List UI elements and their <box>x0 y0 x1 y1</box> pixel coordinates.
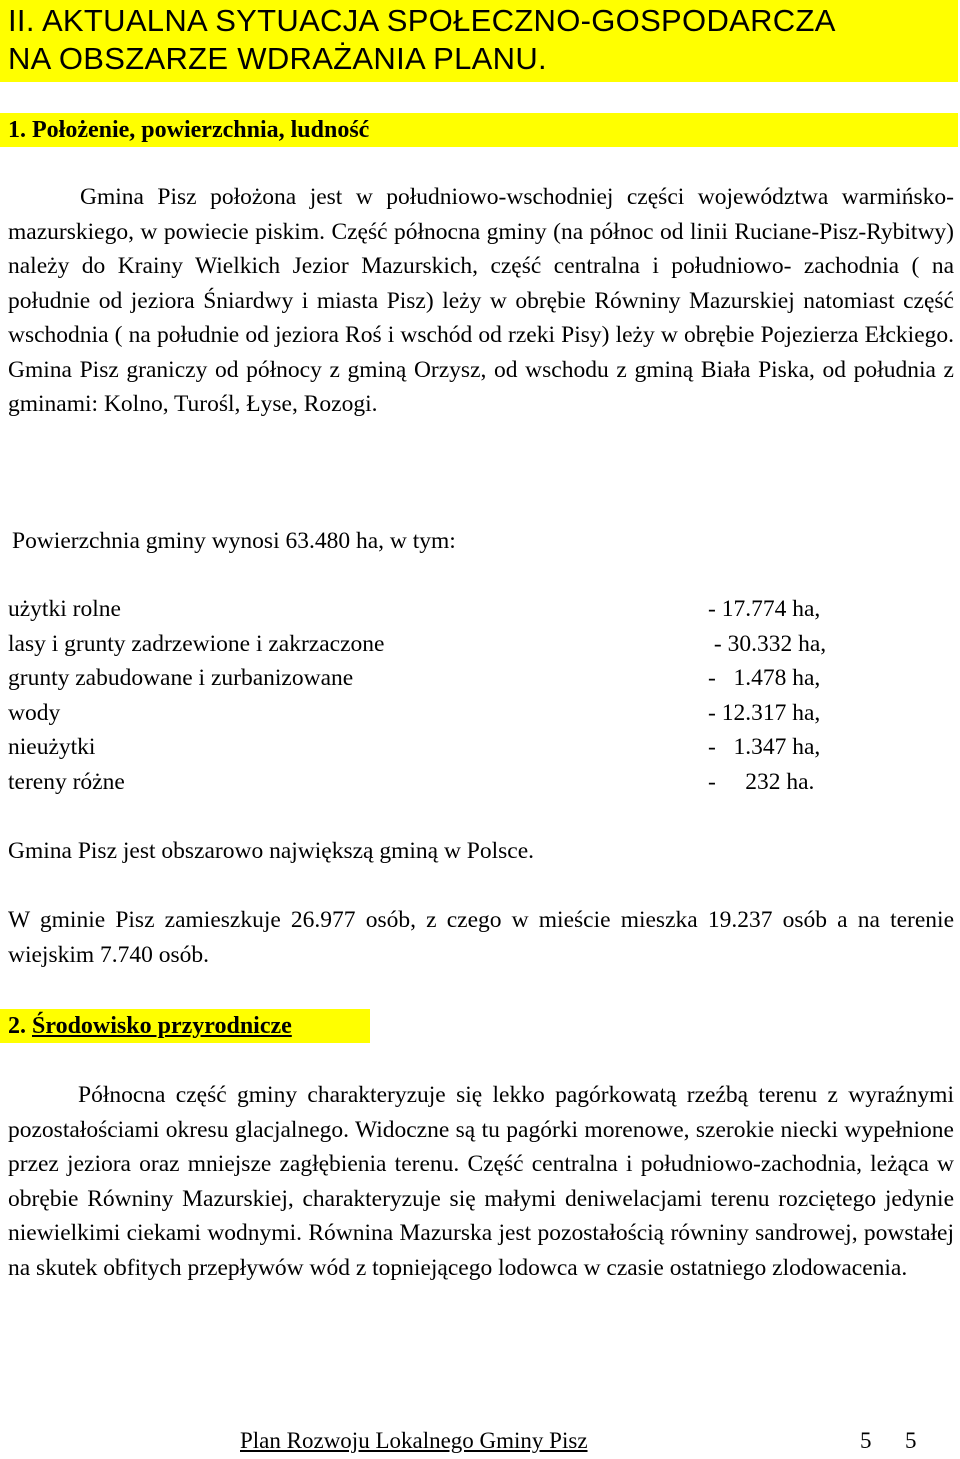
land-use-value: - 232 ha. <box>708 768 815 795</box>
land-use-row <box>8 627 908 662</box>
land-use-value: - 12.317 ha, <box>708 699 821 726</box>
land-use-list <box>8 592 908 799</box>
area-intro: Powierzchnia gminy wynosi 63.480 ha, w tym: <box>12 528 456 554</box>
environment-paragraph <box>8 1078 954 1285</box>
footer-title: Plan Rozwoju Lokalnego Gminy Pisz <box>240 1428 588 1453</box>
section-2-heading <box>0 1009 370 1043</box>
footer-page-number: 5 <box>860 1428 872 1453</box>
section-2-title: Środowisko przyrodnicze <box>32 1013 292 1039</box>
chapter-heading-line-1: II. AKTUALNA SYTUACJA SPOŁECZNO-GOSPODARCZA <box>8 3 836 38</box>
land-use-value: - 1.347 ha, <box>708 734 821 760</box>
land-use-label: użytki rolne <box>8 596 121 622</box>
land-use-row <box>8 730 908 765</box>
largest-commune-note: Gmina Pisz jest obszarowo największą gminą w Polsce. <box>8 838 535 864</box>
land-use-row <box>8 696 908 731</box>
environment-text: Północna część gminy charakteryzuje się lekko pagórkowatą rzeźbą terenu z wyraźnymi pozostałościami okresu glacjalnego. Widoczne są tu pagórki morenowe, szerokie niecki wypełnione przez jeziora oraz mniejsze zagłębienia terenu. Część centralna i południowo-zachodnia, leżąca w obrębie Równiny Mazurskiej, charakteryzuje się małymi deniwelacjami terenu rozciętego jedynie niewielkimi ciekami wodnymi. Równina Mazurska jest pozostałością równiny sandrowej, powstałej na skutek obfitych przepływów wód z topniejącego lodowca w czasie ostatniego zlodowacenia. <box>8 1082 954 1281</box>
footer-page-number: 5 <box>905 1428 917 1453</box>
location-text: Gmina Pisz położona jest w południowo-wschodniej części województwa warmińsko-mazurskiego, w powiecie piskim. Część północna gminy (na północ od linii Ruciane-Pisz-Rybitwy) należy do Krainy Wielkich Jezior Mazurskich, część centralna i południowo- zachodnia ( na południe od jeziora Śniardwy i miasta Pisz) leży w obrębie Równiny Mazurskiej natomiast część wschodnia ( na południe od jeziora Roś i wschód od rzeki Pisy) leży w obrębie Pojezierza Ełckiego. Gmina Pisz graniczy od północy z gminą Orzysz, od wschodu z gminą Biała Piska, od południa z gminami: Kolno, Turośl, Łyse, Rozogi. <box>8 184 954 417</box>
chapter-heading-line-2: NA OBSZARZE WDRAŻANIA PLANU. <box>8 41 547 76</box>
land-use-label: wody <box>8 699 61 726</box>
location-paragraph <box>8 180 954 422</box>
section-2-number: 2. <box>8 1013 26 1039</box>
chapter-heading <box>0 0 958 82</box>
land-use-row <box>8 765 908 800</box>
land-use-label: grunty zabudowane i zurbanizowane <box>8 665 354 691</box>
land-use-label: tereny różne <box>8 768 125 795</box>
land-use-row <box>8 592 908 627</box>
land-use-row <box>8 661 908 696</box>
land-use-label: lasy i grunty zadrzewione i zakrzaczone <box>8 630 385 657</box>
land-use-value: - 17.774 ha, <box>708 596 821 622</box>
population-text: W gminie Pisz zamieszkuje 26.977 osób, z czego w mieście mieszka 19.237 osób a na terenie wiejskim 7.740 osób. <box>8 907 954 968</box>
population-paragraph <box>8 903 954 972</box>
land-use-value: - 1.478 ha, <box>708 665 821 691</box>
section-1-heading: 1. Położenie, powierzchnia, ludność <box>0 113 958 147</box>
land-use-value: - 30.332 ha, <box>708 630 827 657</box>
land-use-label: nieużytki <box>8 734 96 760</box>
